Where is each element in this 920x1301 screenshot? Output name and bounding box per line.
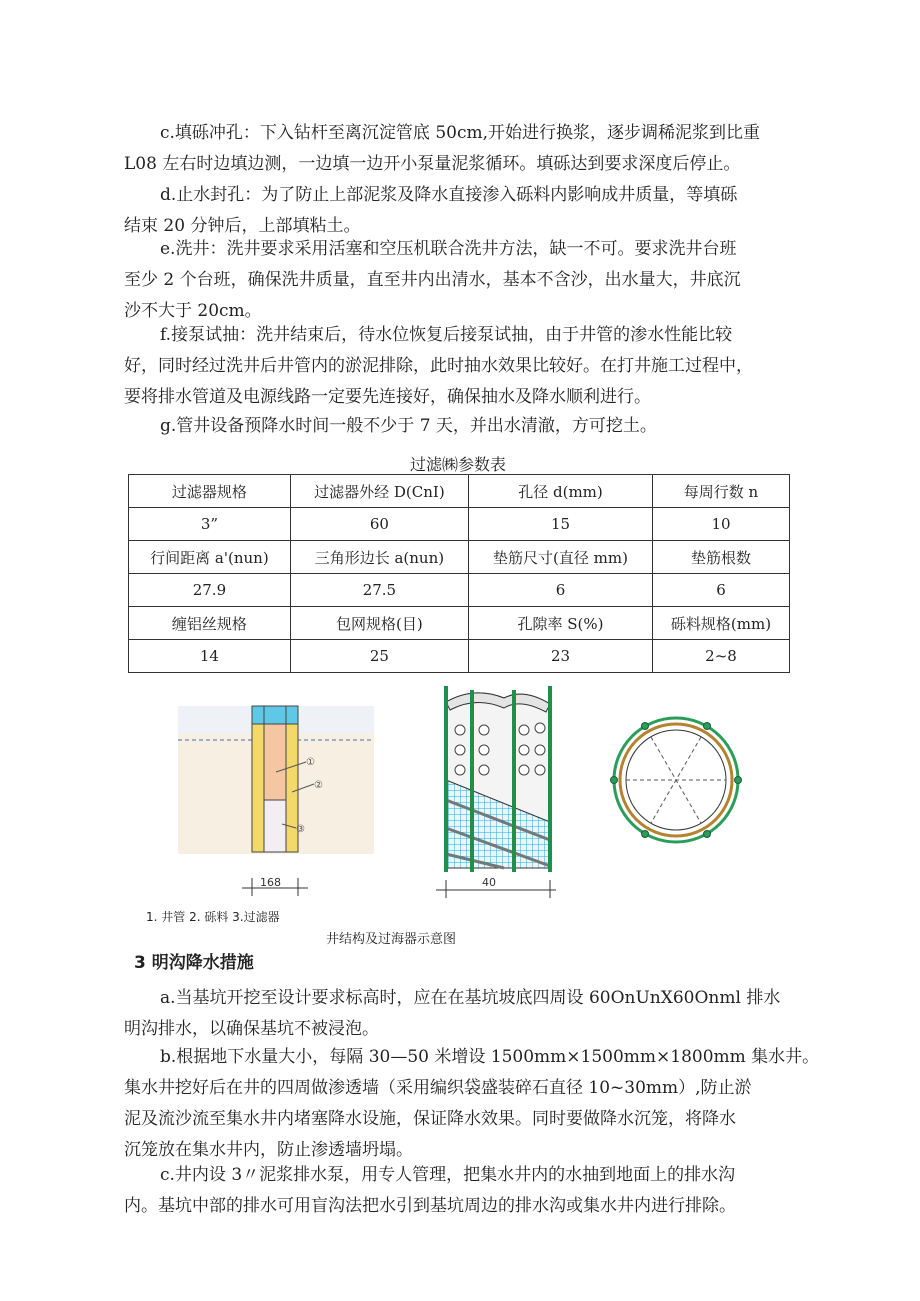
text-line: 结束 20 分钟后，上部填粘土。 <box>124 216 361 236</box>
table-row <box>129 607 790 640</box>
figure-legend: 1. 井管 2. 砾料 3.过滤器 <box>146 910 280 924</box>
text-line: 要将排水管道及电源线路一定要先连接好，确保抽水及降水顺利进行。 <box>124 387 651 407</box>
text-line: e.洗井：洗井要求采用活塞和空压机联合洗井方法，缺一不可。要求洗井台班 <box>160 239 737 259</box>
text-line: 泥及流沙流至集水井内堵塞降水设施，保证降水效果。同时要做降水沉笼，将降水 <box>124 1109 736 1129</box>
step-c-paragraph <box>124 118 804 180</box>
well-section-diagram <box>176 700 396 900</box>
text-line: b.根据地下水量大小，每隔 30—50 米增设 1500mm×1500mm×1800mm 集水井。 <box>160 1047 820 1067</box>
marker-1: ① <box>306 757 315 768</box>
table-cell: 23 <box>468 640 652 673</box>
step-d-paragraph <box>124 180 804 242</box>
table-row <box>129 475 790 508</box>
table-cell: 行间距离 a'(nun) <box>129 541 291 574</box>
table-cell: 缠铝丝规格 <box>129 607 291 640</box>
table-cell: 三角形边长 a(nun) <box>290 541 468 574</box>
section-c-paragraph <box>124 1160 804 1222</box>
filter-params-table <box>128 474 790 673</box>
table-cell: 垫筋根数 <box>653 541 790 574</box>
table-cell: 3” <box>129 508 291 541</box>
figure-caption: 井结构及过海器示意图 <box>326 932 457 947</box>
table-row <box>129 574 790 607</box>
section-b-paragraph <box>124 1042 820 1166</box>
table-cell: 2~8 <box>653 640 790 673</box>
table-cell: 6 <box>468 574 652 607</box>
text-line: d.止水封孔：为了防止上部泥浆及降水直接渗入砾料内影响成井质量，等填砾 <box>160 185 738 205</box>
table-cell: 27.5 <box>290 574 468 607</box>
table-caption: 过滤㈱参数表 <box>410 455 507 474</box>
text-line: 至少 2 个台班，确保洗井质量，直至井内出清水，基本不含沙，出水量大，井底沉 <box>124 270 741 290</box>
marker-3: ③ <box>296 824 305 835</box>
text-line: f.接泵试抽：洗井结束后，待水位恢复后接泵试抽，由于井管的渗水性能比较 <box>160 325 733 345</box>
step-f-paragraph <box>124 320 804 413</box>
text-line: a.当基坑开挖至设计要求标高时，应在在基坑坡底四周设 60OnUnX60Onml 排水 <box>160 988 781 1008</box>
table-cell: 砾料规格(mm) <box>653 607 790 640</box>
text-line: c.填砾冲孔：下入钻杆至离沉淀管底 50cm,开始进行换浆，逐步调稀泥浆到比重 <box>160 123 761 143</box>
section-a-paragraph <box>124 983 804 1045</box>
text-line: 集水井挖好后在井的四周做渗透墙（采用编织袋盛装碎石直径 10~30mm）,防止淤 <box>124 1078 752 1098</box>
dim-40: 40 <box>482 876 496 889</box>
table-cell: 每周行数 n <box>653 475 790 508</box>
step-e-paragraph <box>124 234 804 327</box>
filter-screen-diagram <box>424 682 564 912</box>
dim-168: 168 <box>260 876 281 889</box>
step-g-paragraph <box>124 411 804 442</box>
text-line: g.管井设备预降水时间一般不少于 7 天，并出水清澈，方可挖土。 <box>160 416 657 436</box>
table-cell: 60 <box>290 508 468 541</box>
table-cell: 孔径 d(mm) <box>468 475 652 508</box>
table-cell: 10 <box>653 508 790 541</box>
table-cell: 15 <box>468 508 652 541</box>
text-line: 明沟排水，以确保基坑不被浸泡。 <box>124 1019 379 1039</box>
text-line: L08 左右时边填边测，一边填一边开小泵量泥浆循环。填砾达到要求深度后停止。 <box>124 154 741 174</box>
marker-2: ② <box>314 780 323 791</box>
text-line: 内。基坑中部的排水可用盲沟法把水引到基坑周边的排水沟或集水井内进行排除。 <box>124 1196 736 1216</box>
table-cell: 25 <box>290 640 468 673</box>
section-heading: 3 明沟降水措施 <box>134 953 254 973</box>
filter-ring-diagram <box>606 710 746 850</box>
text-line: 好，同时经过洗井后井管内的淤泥排除，此时抽水效果比较好。在打井施工过程中， <box>124 356 753 376</box>
text-line: c.井内设 3〃泥浆排水泵，用专人管理，把集水井内的水抽到地面上的排水沟 <box>160 1165 736 1185</box>
table-row <box>129 508 790 541</box>
table-cell: 包网规格(目) <box>290 607 468 640</box>
text-line: 沉笼放在集水井内，防止渗透墙坍塌。 <box>124 1140 413 1160</box>
table-row <box>129 541 790 574</box>
text-line: 沙不大于 20cm。 <box>124 301 262 321</box>
table-cell: 6 <box>653 574 790 607</box>
table-row <box>129 640 790 673</box>
table-cell: 27.9 <box>129 574 291 607</box>
table-cell: 过滤器规格 <box>129 475 291 508</box>
table-cell: 垫筋尺寸(直径 mm) <box>468 541 652 574</box>
table-cell: 过滤器外经 D(CnI) <box>290 475 468 508</box>
table-cell: 孔隙率 S(%) <box>468 607 652 640</box>
table-cell: 14 <box>129 640 291 673</box>
